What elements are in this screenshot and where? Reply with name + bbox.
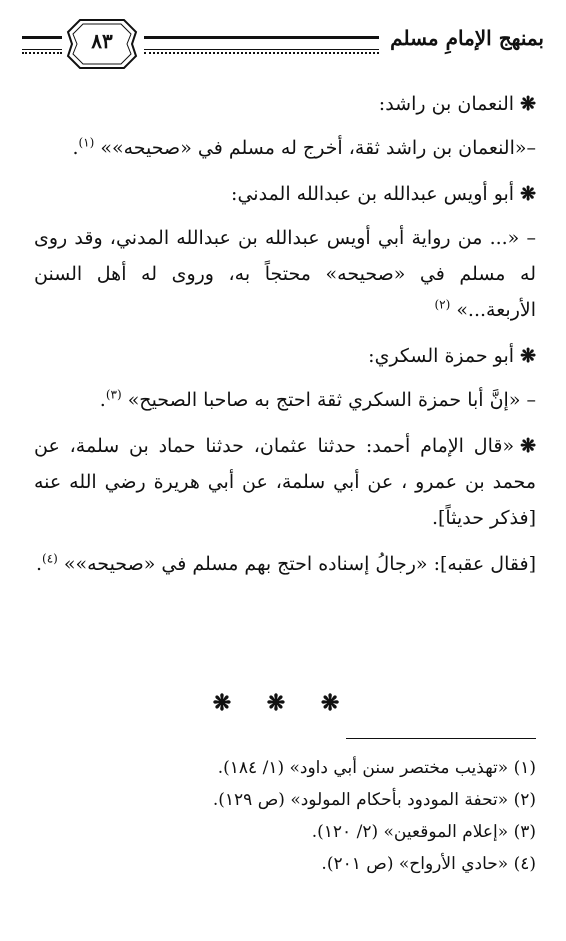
header-dots-right: [144, 52, 379, 54]
entry-heading: [34, 338, 536, 374]
header-rule-left: [22, 36, 62, 50]
page-number-badge: [66, 18, 138, 70]
entry-heading: [34, 176, 536, 212]
quote-paragraph: –«النعمان بن راشد ثقة، أخرج له مسلم في «صحيحه»» $^{(١)}$.: [72, 135, 536, 159]
entry-heading: [34, 86, 536, 122]
narration-text: «قال الإمام أحمد: حدثنا عثمان، حدثنا حماد بن سلمة، عن محمد بن عمرو ، عن أبي سلمة، عن أبي هريرة رضي الله عنه [فذكر حديثاً].: [34, 435, 536, 529]
footnote-ref: (٤): [42, 551, 58, 566]
star-bullet-icon: ❋: [520, 345, 536, 367]
quote-paragraph: [34, 220, 536, 328]
page-number: ٨٣: [91, 29, 113, 53]
page-header: [22, 18, 544, 70]
entry-heading-text: أبو أويس عبدالله بن عبدالله المدني:: [231, 183, 515, 205]
star-bullet-icon: ❋: [520, 183, 536, 205]
star-bullet-icon: ❋: [520, 435, 536, 457]
footnote-item: (٢) «تحفة المودود بأحكام المولود» (ص ١٢٩).: [212, 790, 536, 810]
footnote-item: (١) «تهذيب مختصر سنن أبي داود» (١/ ١٨٤).: [217, 758, 536, 778]
footnote-ref: (٢): [434, 297, 451, 312]
quote-paragraph: – «إنَّ أبا حمزة السكري ثقة احتج به صاحبا الصحيح» $^{(٣)}$.: [99, 387, 536, 411]
quote-text: – «... من رواية أبي أويس عبدالله بن عبدالله المدني، وقد روى له مسلم في «صحيحه» محتجاً به، وروى له أهل السنن الأربعة...»: [34, 227, 536, 321]
footnote-item: (٣) «إعلام الموقعين» (٢/ ١٢٠).: [311, 822, 536, 842]
running-title: بمنهج الإمامِ مسلم: [390, 26, 544, 50]
quote-text: [فقال عقبه]: «رجالُ إسناده احتج بهم مسلم في «صحيحه»»: [63, 553, 536, 575]
footnote-item: (٤) «حادي الأرواح» (ص ٢٠١).: [321, 854, 536, 874]
footnote-ref: (١): [78, 135, 95, 150]
entry-heading-text: النعمان بن راشد:: [378, 93, 515, 115]
quote-text: – «إنَّ أبا حمزة السكري ثقة احتج به صاحبا الصحيح»: [127, 389, 536, 411]
footnote-divider: [346, 738, 536, 739]
star-bullet-icon: ❋: [520, 93, 536, 115]
header-rule-right: [144, 36, 379, 50]
quote-text: –«النعمان بن راشد ثقة، أخرج له مسلم في «صحيحه»»: [100, 137, 536, 159]
main-text: [34, 86, 536, 592]
header-dots-left: [22, 52, 62, 54]
entry-heading-text: أبو حمزة السكري:: [368, 345, 515, 367]
footnote-ref: (٣): [105, 387, 122, 402]
footnotes: [40, 752, 536, 880]
quote-paragraph: [فقال عقبه]: «رجالُ إسناده احتج بهم مسلم في «صحيحه»» $^{(٤)}$.: [35, 551, 536, 575]
narration-paragraph: [34, 428, 536, 536]
section-separator: ❋ ❋ ❋: [212, 690, 354, 716]
